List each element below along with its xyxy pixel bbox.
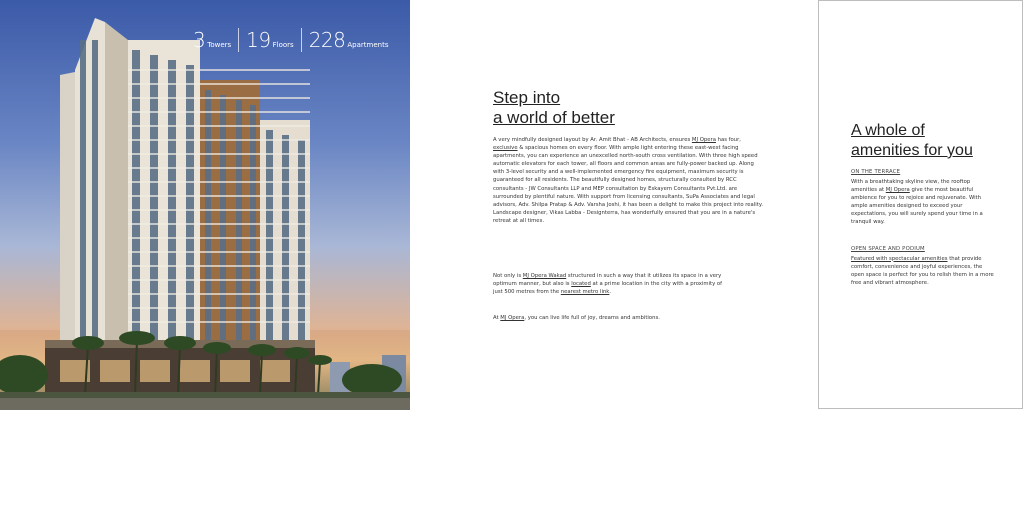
stat-floors-number: 19 [246,28,271,52]
stat-apartments-label: Apartments [347,41,389,49]
mj-opera-link-2[interactable]: MJ Opera [500,315,525,321]
intro-paragraph-1 [493,136,765,225]
terrace-text-b: give the most beautiful ambience for you to rejoice and rejuvenate. With ample amenities designed to exceed your expectations, you will surely spend your time in a tranquil way. [851,187,983,226]
exclusive-link[interactable]: exclusive [493,145,518,152]
project-stats [186,28,395,52]
building-illustration [0,0,410,410]
amenities-heading-line2: amenities for you [851,142,973,159]
intro-heading [493,88,768,128]
terrace-subheading: ON THE TERRACE [851,169,901,175]
stat-towers-number: 3 [193,28,206,52]
intro-p2-text-a: Not only is [493,273,523,279]
intro-p3-text-b: , you can live life full of joy, dreams and ambitions. [524,315,660,321]
amenities-heading-line1: A whole of [851,122,925,139]
terrace-mj-opera-link[interactable]: MJ Opera [885,187,910,194]
mj-opera-wakad-link[interactable]: MJ Opera Wakad [522,273,567,279]
stat-floors-label: Floors [272,41,294,49]
intro-p2-text-d: . [609,289,612,296]
hero-building-image [0,0,410,410]
podium-text-b: that provide comfort, convenience and joyful experiences, the open space is perfect for you to relish them in a more free and vibrant atmosphere. [851,255,994,286]
located-link[interactable]: located [571,281,591,288]
intro-section [493,88,768,321]
intro-paragraph-3 [493,314,731,322]
spectacular-amenities-link[interactable]: Featured with spectacular amenities [851,255,948,262]
amenities-content [851,121,996,287]
podium-paragraph [851,255,996,287]
intro-p1-text-a: A very mindfully designed layout by Ar. Amit Bhat - AB Architects, ensures [493,137,692,143]
intro-heading-line1: Step into [493,88,561,107]
intro-p1-text-c: & spacious homes on every floor. With ample light entering these east-west facing apartments, you can experience an unexcelled north-south cross ventilation. With three high speed automatic elevators for each tower, all floors and common areas are fully-power backed up. Along with 3-level security and a well-implemented emergency fire equipment, maximum security is guaranteed for all residents. The beautifully designed homes, structurally consulted by RCC consultants - JW Consultants LLP and MEP consultation by Eskayem Consultants Pvt.Ltd. are surrounded by plentiful nature. With support from licensing consultants, SuPa Associates and legal advisors, Adv. Shilpa Pratap & Adv. Varsha Joshi, it has been a delight to make this project into reality. Landscape designer, Vikas Labba - Designterra, has wonderfully ensured that you are in a nature's retreat at all times. [493,145,763,224]
stat-towers [186,28,238,52]
intro-p3-text-a: At [493,315,501,321]
intro-p2-text-c: at a prime location in the city with a proximity of just 500 metres from the [493,281,723,296]
stat-apartments [301,28,396,52]
nearest-metro-link[interactable]: nearest metro link [560,289,610,296]
intro-p1-text-b: has four, [715,137,741,143]
intro-paragraph-2 [493,272,731,296]
stat-apartments-number: 228 [308,28,346,52]
amenities-heading [851,121,996,161]
terrace-paragraph [851,178,996,227]
stat-floors [238,28,301,52]
intro-heading-line2: a world of better [493,108,615,127]
intro-p2-text-b: structured in such a way that it utilizes its space in a very optimum manner, but also is [493,273,722,288]
mj-opera-link[interactable]: MJ Opera [691,137,716,143]
podium-subheading: OPEN SPACE AND PODIUM [851,245,925,252]
stat-towers-label: Towers [207,41,232,49]
amenities-panel [818,0,1023,409]
terrace-text-a: With a breathtaking skyline view, the rooftop amenities at [851,179,971,194]
